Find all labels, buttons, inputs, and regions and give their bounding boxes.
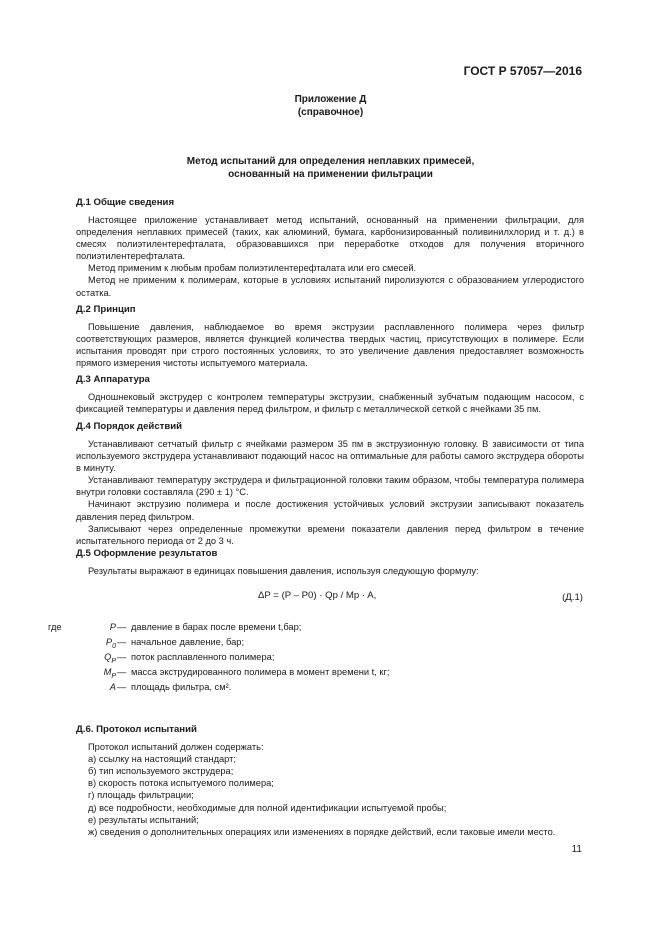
formula-number: (Д.1) [562,592,583,603]
paragraph: Устанавливают температуру экструдера и фильтрационной головки таким образом, чтобы температура полимера внутри головки составляла (290 ± 1) °С. [76,475,584,498]
title-line-1: Метод испытаний для определения неплавких примесей, [186,156,475,167]
section-d1 [76,197,584,299]
list-intro: Протокол испытаний должен содержать: [88,742,264,753]
definition-text: поток расплавленного полимера; [131,652,275,662]
definition-symbol: $M_P$ [103,667,116,680]
paragraph: Устанавливают сетчатый фильтр с ячейками размером 35 пм в экструзионную головку. В зависимости от типа используемого экструдера устанавливают подающий насос на оптимальные для работы самого экструдера обороты в минуту. [76,439,584,474]
where-label: где [48,622,62,632]
definition-text: давление в барах после времени t,бар; [131,622,302,632]
definition-text: масса экструдированного полимера в момент времени t, кг; [131,667,390,677]
definition-text: начальное давление, бар; [131,637,245,647]
section-d5 [76,548,584,577]
definition-symbol: P [109,622,116,632]
page-number: 11 [571,844,582,855]
paragraph: Повышение давления, наблюдаемое во время экструзии расплавленного полимера через фильтр соответствующих размеров, является функцией количества твердых частиц, присутствующих в полимере. Если испытания проводят при строго постоянных условиях, то это увеличение давления предоставляет возможность прямого измерения чистоты испытуемого материала. [76,322,584,369]
section-heading: Д.4 Порядок действий [76,421,183,432]
appendix-subtitle: (справочное) [297,107,364,118]
section-heading: Д.2 Принцип [76,304,136,315]
section-heading: Д.6. Протокол испытаний [76,724,197,735]
list-item: б) тип используемого экструдера; [88,766,234,777]
definition-symbol: $Q_P$ [104,652,116,665]
title-line-2: основанный на применении фильтрации [228,169,433,180]
paragraph: Записывают через определенные промежутки времени показатели давления перед фильтром в течение испытательного периода от 2 до 3 ч. [76,523,584,546]
list-item: а) ссылку на настоящий стандарт; [88,754,236,765]
appendix-title: Приложение Д [294,94,367,105]
paragraph: Настоящее приложение устанавливает метод испытаний, основанный на применении фильтрации, для определения неплавких примесей (таких, как алюминий, бумага, карбонизированный поливинилхлорид и т. д.) в смесях полиэтилентерефталата, образовавшихся при переработке отходов для получения вторичного полиэтилентерефталата. [76,215,584,262]
paragraph: Одношнековый экструдер с контролем температуры экструзии, снабженный зубчатым подающим насосом, с фиксацией температуры и давления перед фильтром, и фильтр с металлической сеткой с ячейками 35 пм. [76,392,584,415]
section-heading: Д.5 Оформление результатов [76,548,218,559]
list-item: в) скорость потока испытуемого полимера; [88,778,274,789]
standard-designation: ГОСТ Р 57057—2016 [463,64,582,78]
list-item: е) результаты испытаний; [88,814,199,825]
definition-symbol: A [109,682,116,692]
section-d4 [76,421,584,547]
section-d2 [76,304,584,369]
section-d6 [76,724,584,838]
definition-text: площадь фильтра, см². [131,682,232,692]
paragraph: Начинают экструзию полимера и после достижения устойчивых условий экструзии записывают показатель давления перед фильтром. [76,499,584,522]
document-page: ГОСТ Р 57057—2016 Приложение Д (справочное) Метод испытаний для определения неплавких примесей, основанный на применении фильтрации Д.1 Общие сведения Настоящее приложение устанавливает метод испытаний, основанный на применении фильтрации, для определения неплавких примесей (таких, как алюминий, бумага, карбонизированный поливинилхлорид и т. д.) в смесях полиэтилентерефталата, образовавшихся при переработке отходов для получения вторичного полиэтилентерефталата. Метод применим к любым пробам полиэтилентерефталата или его смесей. Метод не применим к полимерам, которые в условиях испытаний пиролизуются с образованием углеродистого остатка. Д.2 Принцип Повышение давления, наблюдаемое во время экструзии расплавленного полимера через фильтр соответствующих размеров, является функцией количества твердых частиц, присутствующих в полимере. Если испытания проводят при строго постоянных условиях, то это увеличение давления предоставляет возможность прямого измерения чистоты испытуемого материала. Д.3 Аппаратура Одношнековый экструдер с контролем температуры экструзии, снабженный зубчатым подающим насосом, с фиксацией температуры и давления перед фильтром, и фильтр с металлической сеткой с ячейками 35 пм. Д.4 Порядок действий Устанавливают сетчатый фильтр с ячейками размером 35 пм в экструзионную головку. В зависимости от типа используемого экструдера устанавливают подающий насос на оптимальные для работы самого экструдера обороты в минуту. Устанавливают температуру экструдера и фильтрационной головки таким образом, чтобы температура полимера внутри головки составляла (290 ± 1) °С. Начинают экструзию полимера и после достижения устойчивых условий экструзии записывают показатель давления перед фильтром. Записывают через определенные промежутки времени показатели давления перед фильтром в течение испытательного периода от 2 до 3 ч. Д.5 Оформление результатов Результаты выражают в единицах повышения давления, используя следующую формулу: ΔP = (P – P0) · Qp / Mp · A, (Д.1) где P — давление в барах после времени t,бар; $P_0$ — начальное давление, бар; $Q_P$ — поток расплавленного полимера; $M_P$ — масса экструдированного полимера в момент времени t, кг; A — площадь фильтра, см². Д.6. Протокол испытаний Протокол испытаний должен содержать: а) ссылку на настоящий стандарт; б) тип используемого экструдера; в) скорость потока испытуемого полимера; г) площадь фильтрации; д) все подробности, необходимые для полной идентификации испытуемой пробы; е) результаты испытаний; ж) сведения о дополнительных операциях или изменениях в порядке действий, если таковые имели место. 11 [0,0,661,935]
paragraph: Метод не применим к полимерам, которые в условиях испытаний пиролизуются с образованием углеродистого остатка. [76,275,584,298]
document-title [0,155,661,181]
paragraph: Результаты выражают в единицах повышения давления, используя следующую формулу: [88,566,479,576]
list-item: ж) сведения о дополнительных операциях или изменениях в порядке действий, если таковые имели место. [88,826,556,837]
list-item: д) все подробности, необходимые для полной идентификации испытуемой пробы; [88,802,447,813]
paragraph: Метод применим к любым пробам полиэтилентерефталата или его смесей. [88,263,417,274]
list-item: г) площадь фильтрации; [88,790,194,801]
appendix-heading [0,93,661,119]
definition-symbol: $P_0$ [105,637,116,650]
section-d3 [76,374,584,415]
section-heading: Д.1 Общие сведения [76,197,175,208]
section-heading: Д.3 Аппаратура [76,374,150,385]
formula: ΔP = (P – P0) · Qp / Mp · A, [258,590,377,601]
